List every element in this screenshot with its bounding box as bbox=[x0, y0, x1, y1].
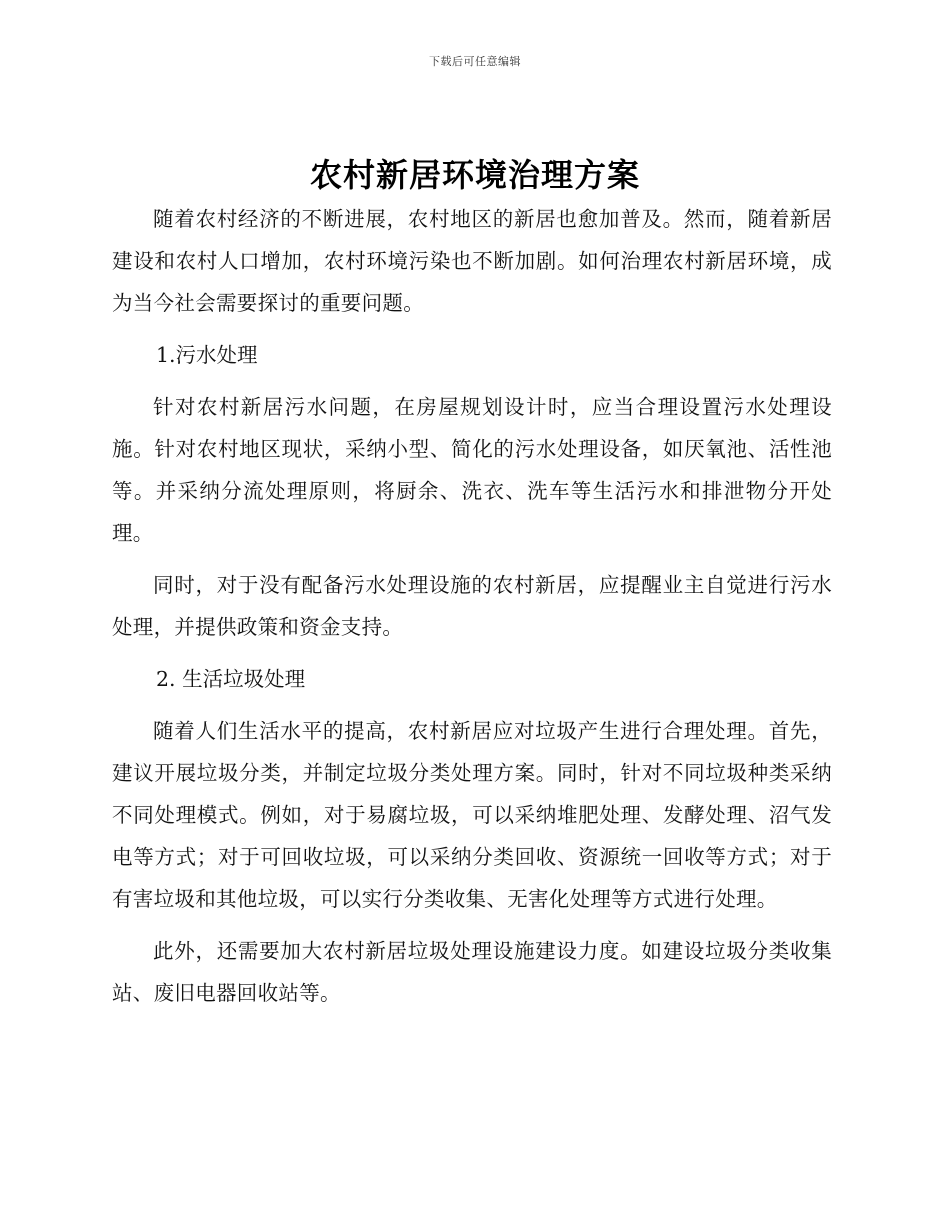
section-garbage bbox=[112, 658, 832, 1014]
header-note: 下载后可任意编辑 bbox=[429, 55, 521, 68]
section-paragraph: 同时，对于没有配备污水处理设施的农村新居，应提醒业主自觉进行污水处理，并提供政策和资金支持。 bbox=[112, 573, 832, 639]
section-heading: 2. 生活垃圾处理 bbox=[156, 667, 306, 691]
section-paragraph: 针对农村新居污水问题，在房屋规划设计时，应当合理设置污水处理设施。针对农村地区现状，采纳小型、简化的污水处理设备，如厌氧池、活性池等。并采纳分流处理原则，将厨余、洗衣、洗车等生活污水和排泄物分开处理。 bbox=[112, 395, 832, 545]
section-heading: 1.污水处理 bbox=[156, 343, 258, 367]
document-title: 农村新居环境治理方案 bbox=[309, 156, 640, 194]
section-sewage bbox=[112, 334, 832, 648]
section-paragraph: 随着人们生活水平的提高，农村新居应对垃圾产生进行合理处理。首先，建议开展垃圾分类，并制定垃圾分类处理方案。同时，针对不同垃圾种类采纳不同处理模式。例如，对于易腐垃圾，可以采纳堆肥处理、发酵处理、沼气发电等方式；对于可回收垃圾，可以采纳分类回收、资源统一回收等方式；对于有害垃圾和其他垃圾，可以实行分类收集、无害化处理等方式进行处理。 bbox=[112, 719, 832, 911]
document-body bbox=[112, 198, 832, 1014]
intro-paragraph: 随着农村经济的不断进展，农村地区的新居也愈加普及。然而，随着新居建设和农村人口增加，农村环境污染也不断加剧。如何治理农村新居环境，成为当今社会需要探讨的重要问题。 bbox=[112, 207, 832, 315]
section-paragraph: 此外，还需要加大农村新居垃圾处理设施建设力度。如建设垃圾分类收集站、废旧电器回收站等。 bbox=[112, 939, 832, 1005]
